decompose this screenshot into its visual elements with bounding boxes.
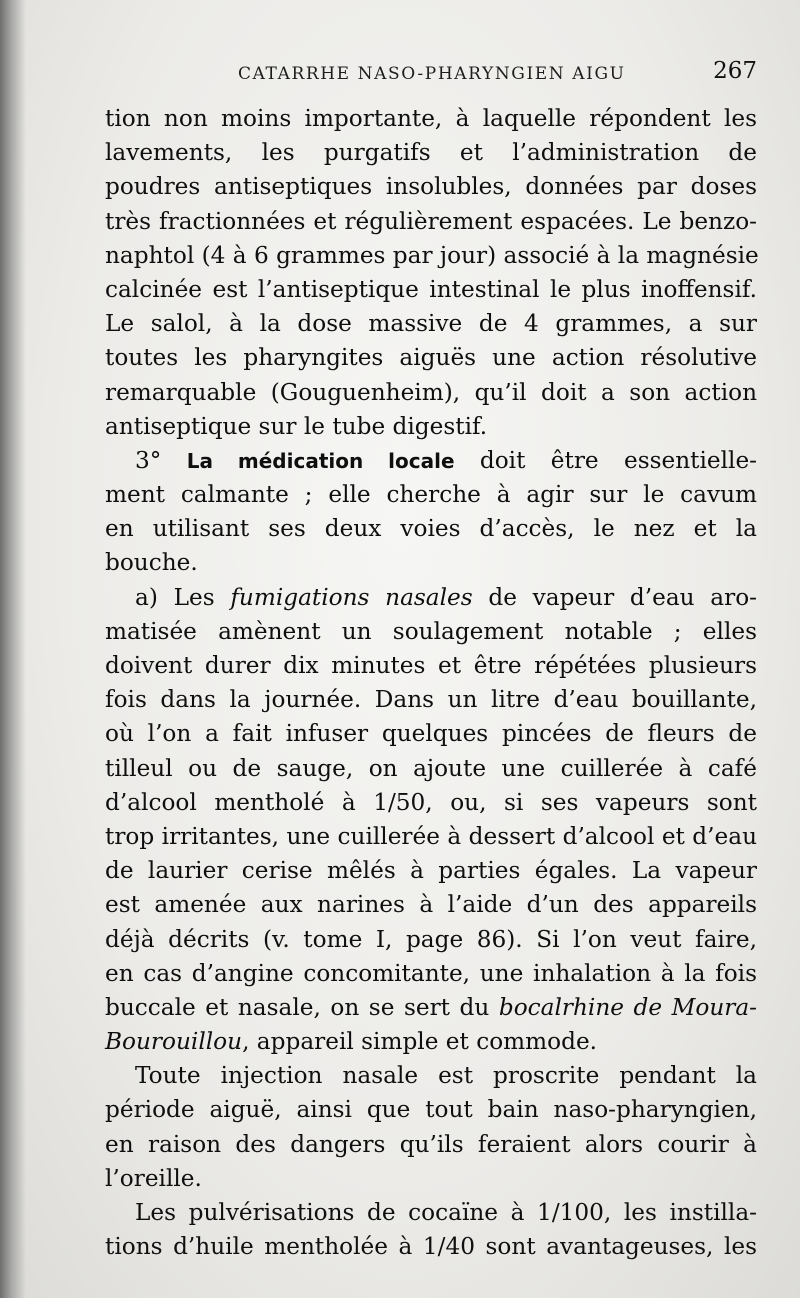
- text-run: remarquable (Gouguenheim), qu’il doit a son action: [105, 378, 757, 406]
- text-run: en cas d’angine concomitante, une inhalation à la fois: [105, 959, 757, 987]
- text-run: ment calmante ; elle cherche à agir sur le cavum: [105, 481, 757, 509]
- text-line: [105, 1128, 757, 1162]
- text-run: , appareil simple et commode.: [242, 1028, 598, 1056]
- text-line: [105, 1196, 757, 1230]
- text-line: [105, 205, 757, 239]
- text-line: [105, 1162, 757, 1196]
- text-line: [105, 820, 757, 854]
- text-line: [105, 615, 757, 649]
- running-title: CATARRHE NASO-PHARYNGIEN AIGU: [238, 64, 626, 84]
- text-run: de vapeur d’eau aro-: [472, 583, 758, 611]
- text-run: doit être essentielle-: [454, 446, 757, 474]
- text-line: [105, 854, 757, 888]
- text-run: l’oreille.: [105, 1164, 202, 1192]
- text-line: [105, 102, 757, 136]
- text-line: [105, 923, 757, 957]
- text-run: buccale et nasale, on se sert du: [105, 993, 499, 1021]
- text-line: [105, 957, 757, 991]
- italic-run: fumigations nasales: [230, 583, 473, 611]
- text-run: naphtol (4 à 6 grammes par jour) associé à la magnésie: [105, 241, 759, 269]
- text-line: [105, 752, 757, 786]
- text-line: [105, 786, 757, 820]
- text-run: poudres antiseptiques insolubles, données par doses: [105, 173, 757, 201]
- text-line: [105, 170, 757, 204]
- text-line: [105, 273, 757, 307]
- text-run: d’alcool mentholé à 1/50, ou, si ses vapeurs sont: [105, 788, 757, 816]
- text-line: [105, 546, 757, 580]
- text-run: est amenée aux narines à l’aide d’un des appareils: [105, 891, 757, 919]
- running-head: [105, 58, 757, 88]
- text-run: période aiguë, ainsi que tout bain naso-pharyngien,: [105, 1096, 757, 1124]
- text-run: en raison des dangers qu’ils feraient alors courir à: [105, 1130, 757, 1158]
- text-run: tion non moins importante, à laquelle répondent les: [105, 105, 757, 132]
- text-run: bouche.: [105, 549, 198, 577]
- text-line: [105, 376, 757, 410]
- text-line: [105, 239, 757, 273]
- text-run: calcinée est l’antiseptique intestinal le plus inoffensif.: [105, 275, 757, 303]
- text-line: [105, 307, 757, 341]
- body-text: [105, 102, 757, 1264]
- text-line: [105, 1230, 757, 1264]
- text-run: Les pulvérisations de cocaïne à 1/100, les instilla-: [135, 1199, 757, 1226]
- page-number: 267: [713, 58, 757, 84]
- text-run: où l’on a fait infuser quelques pincées de fleurs de: [105, 720, 757, 748]
- text-line: [105, 1059, 757, 1093]
- text-line: [105, 683, 757, 717]
- text-line: [105, 649, 757, 683]
- text-run: Toute injection nasale est proscrite pendant la: [135, 1062, 757, 1090]
- text-line: [105, 1093, 757, 1127]
- text-line: [105, 478, 757, 512]
- text-line: [105, 136, 757, 170]
- text-run: très fractionnées et régulièrement espacées. Le benzo-: [105, 207, 757, 235]
- text-run: antiseptique sur le tube digestif.: [105, 412, 488, 440]
- page-gutter-shadow: [0, 0, 26, 1298]
- text-run: Le salol, à la dose massive de 4 grammes, a sur: [105, 310, 757, 338]
- italic-run: bocalrhine de Moura-: [498, 993, 758, 1021]
- text-run: tilleul ou de sauge, on ajoute une cuillerée à café: [105, 754, 757, 782]
- text-run: en utilisant ses deux voies d’accès, le nez et la: [105, 515, 757, 543]
- text-run: fois dans la journée. Dans un litre d’eau bouillante,: [105, 686, 757, 714]
- text-run: tions d’huile mentholée à 1/40 sont avantageuses, les: [105, 1233, 757, 1261]
- text-run: lavements, les purgatifs et l’administration de: [105, 139, 757, 167]
- text-run: déjà décrits (v. tome I, page 86). Si l’on veut faire,: [105, 925, 757, 953]
- text-line: [105, 1025, 757, 1059]
- text-run: matisée amènent un soulagement notable ; elles: [105, 617, 757, 645]
- italic-run: Bourouillou: [105, 1028, 243, 1056]
- text-line: [105, 444, 757, 478]
- text-line: [105, 410, 757, 444]
- text-run: 3°: [135, 446, 187, 474]
- text-run: a) Les: [135, 583, 231, 611]
- text-run: trop irritantes, une cuillerée à dessert d’alcool et d’eau: [105, 822, 757, 850]
- text-run: de laurier cerise mêlés à parties égales. La vapeur: [105, 857, 757, 885]
- text-line: [105, 341, 757, 375]
- text-line: [105, 512, 757, 546]
- text-run: doivent durer dix minutes et être répétées plusieurs: [105, 652, 757, 679]
- text-line: [105, 581, 757, 615]
- text-line: [105, 717, 757, 751]
- text-line: [105, 888, 757, 922]
- bold-run: La médication locale: [186, 448, 455, 473]
- text-line: [105, 991, 757, 1025]
- text-run: toutes les pharyngites aiguës une action résolutive: [105, 344, 757, 372]
